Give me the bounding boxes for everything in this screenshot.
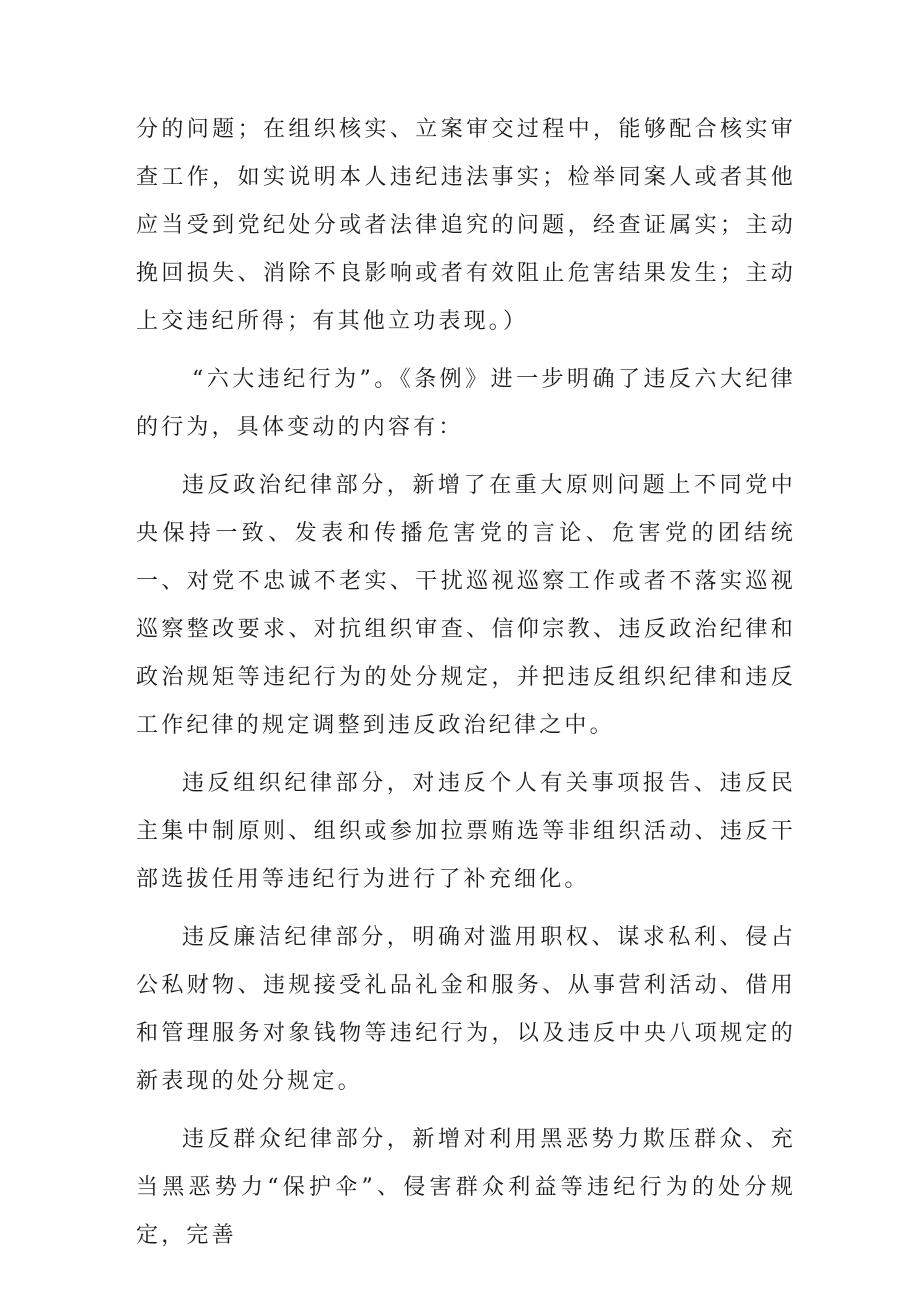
document-page: [136, 106, 796, 1270]
paragraph-integrity-discipline: 违反廉洁纪律部分，明确对滥用职权、谋求私利、侵占公私财物、违规接受礼品礼金和服务、从事营利活动、借用和管理服务对象钱物等违纪行为，以及违反中央八项规定的新表现的处分规定。: [136, 925, 796, 1094]
paragraph-mitigating-circumstances: 分的问题；在组织核实、立案审交过程中，能够配合核实审查工作，如实说明本人违纪违法事实；检举同案人或者其他应当受到党纪处分或者法律追究的问题，经查证属实；主动挽回损失、消除不良影响或者有效阻止危害结果发生；主动上交违纪所得；有其他立功表现。）: [136, 117, 796, 334]
paragraph-political-discipline: 违反政治纪律部分，新增了在重大原则问题上不同党中央保持一致、发表和传播危害党的言论、危害党的团结统一、对党不忠诚不老实、干扰巡视巡察工作或者不落实巡视巡察整改要求、对抗组织审查、信仰宗教、违反政治纪律和政治规矩等违纪行为的处分规定，并把违反组织纪律和违反工作纪律的规定调整到违反政治纪律之中。: [136, 473, 796, 738]
paragraph-organizational-discipline: 违反组织纪律部分，对违反个人有关事项报告、违反民主集中制原则、组织或参加拉票贿选等非组织活动、违反干部选拔任用等违纪行为进行了补充细化。: [136, 771, 796, 892]
paragraph-six-violations-intro: “六大违纪行为”。《条例》进一步明确了违反六大纪律的行为，具体变动的内容有：: [136, 367, 796, 440]
paragraph-mass-discipline: 违反群众纪律部分，新增对利用黑恶势力欺压群众、充当黑恶势力“保护伞”、侵害群众利益等违纪行为的处分规定，完善: [136, 1127, 796, 1248]
